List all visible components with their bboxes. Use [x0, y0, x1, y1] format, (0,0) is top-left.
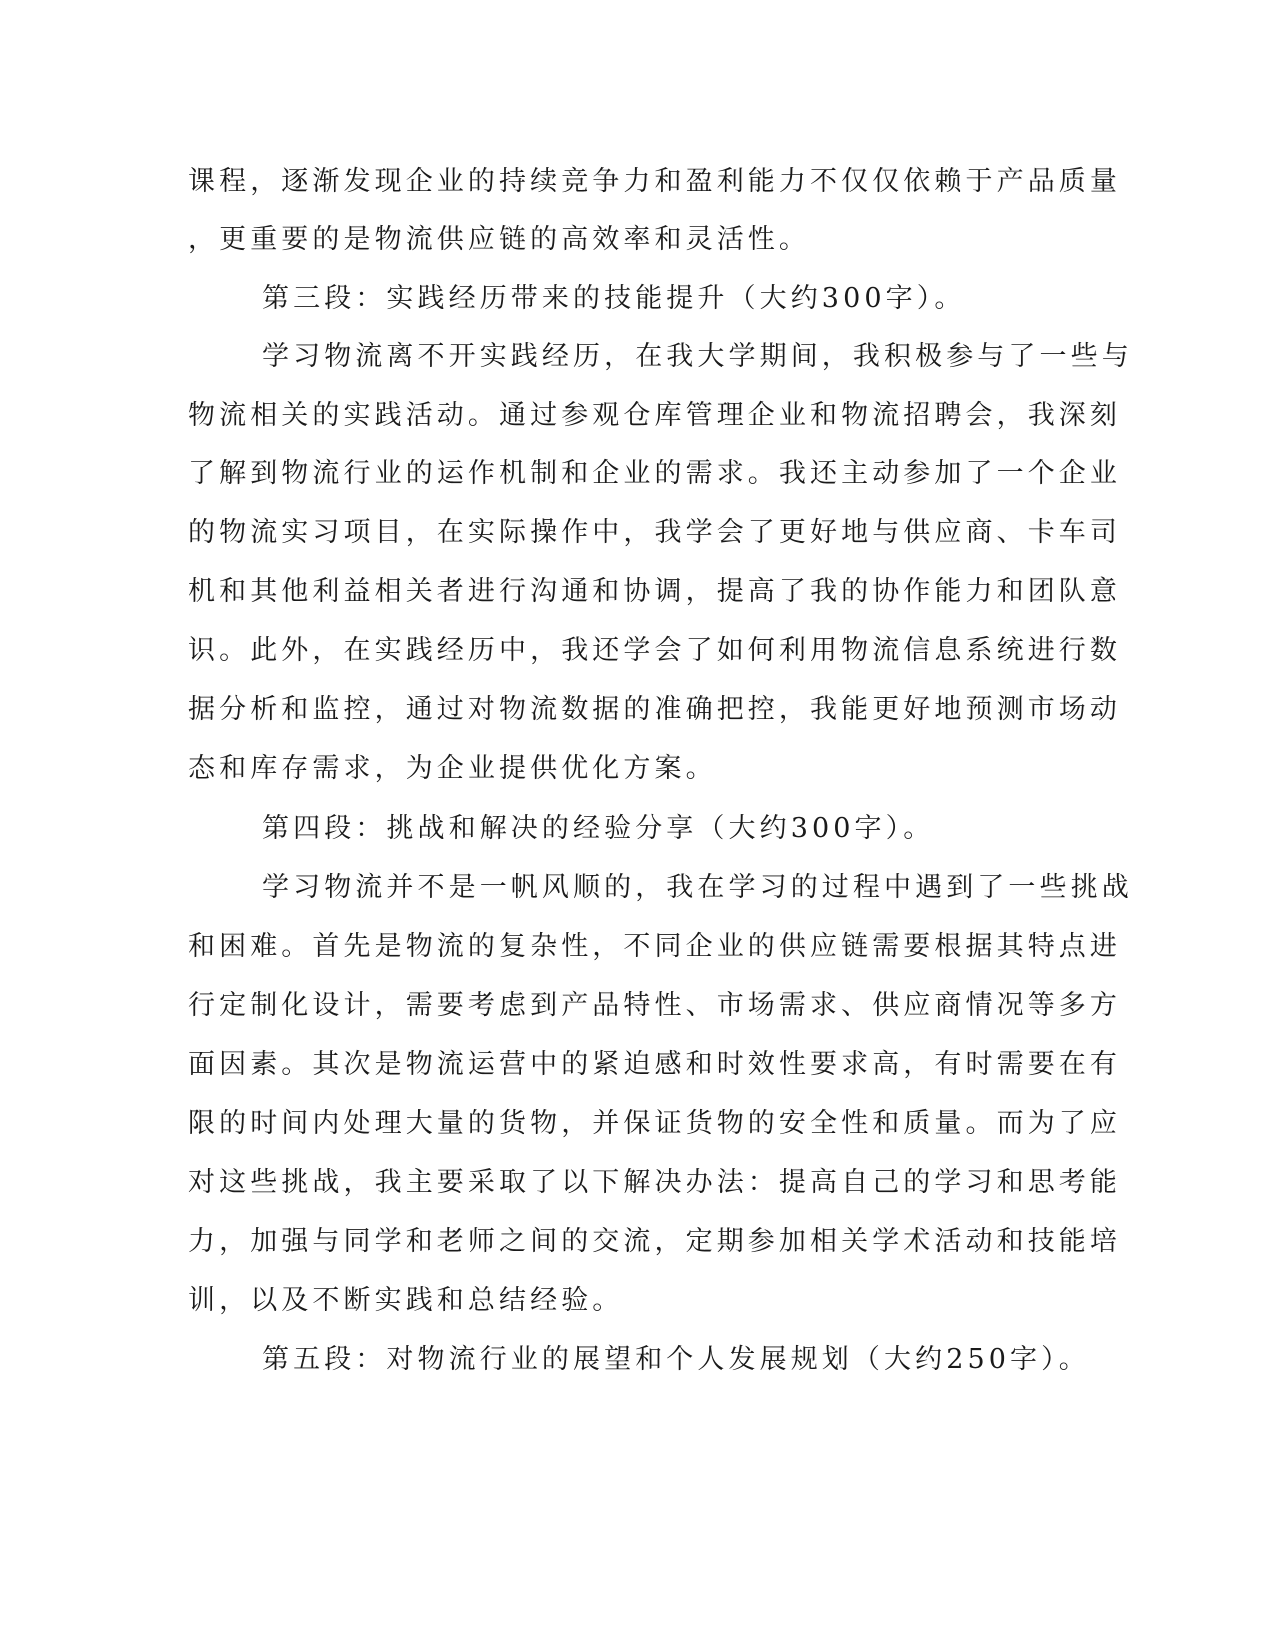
text-line: 行定制化设计，需要考虑到产品特性、市场需求、供应商情况等多方 [188, 990, 1121, 1021]
text-line: ，更重要的是物流供应链的高效率和灵活性。 [188, 224, 810, 255]
text-line: 力，加强与同学和老师之间的交流，定期参加相关学术活动和技能培 [188, 1226, 1121, 1257]
text-line: 限的时间内处理大量的货物，并保证货物的安全性和质量。而为了应 [188, 1108, 1121, 1139]
text-line: 面因素。其次是物流运营中的紧迫感和时效性要求高，有时需要在有 [188, 1049, 1121, 1080]
text-line: 学习物流并不是一帆风顺的，我在学习的过程中遇到了一些挑战 [262, 872, 1133, 903]
text-line: 据分析和监控，通过对物流数据的准确把控，我能更好地预测市场动 [188, 694, 1121, 725]
text-line: 的物流实习项目，在实际操作中，我学会了更好地与供应商、卡车司 [188, 517, 1121, 548]
text-line: 和困难。首先是物流的复杂性，不同企业的供应链需要根据其特点进 [188, 931, 1121, 962]
text-line: 机和其他利益相关者进行沟通和协调，提高了我的协作能力和团队意 [188, 576, 1121, 607]
text-line: 训，以及不断实践和总结经验。 [188, 1285, 624, 1316]
text-line: 对这些挑战，我主要采取了以下解决办法：提高自己的学习和思考能 [188, 1167, 1121, 1198]
section-heading: 第四段：挑战和解决的经验分享（大约300字）。 [262, 813, 935, 844]
text-line: 了解到物流行业的运作机制和企业的需求。我还主动参加了一个企业 [188, 458, 1121, 489]
text-line: 识。此外，在实践经历中，我还学会了如何利用物流信息系统进行数 [188, 635, 1121, 666]
text-line: 态和库存需求，为企业提供优化方案。 [188, 753, 717, 784]
text-line: 学习物流离不开实践经历，在我大学期间，我积极参与了一些与 [262, 341, 1133, 372]
section-heading: 第五段：对物流行业的展望和个人发展规划（大约250字）。 [262, 1344, 1090, 1375]
text-line: 物流相关的实践活动。通过参观仓库管理企业和物流招聘会，我深刻 [188, 400, 1121, 431]
section-heading: 第三段：实践经历带来的技能提升（大约300字）。 [262, 283, 966, 314]
text-line: 课程，逐渐发现企业的持续竞争力和盈利能力不仅仅依赖于产品质量 [188, 166, 1121, 197]
